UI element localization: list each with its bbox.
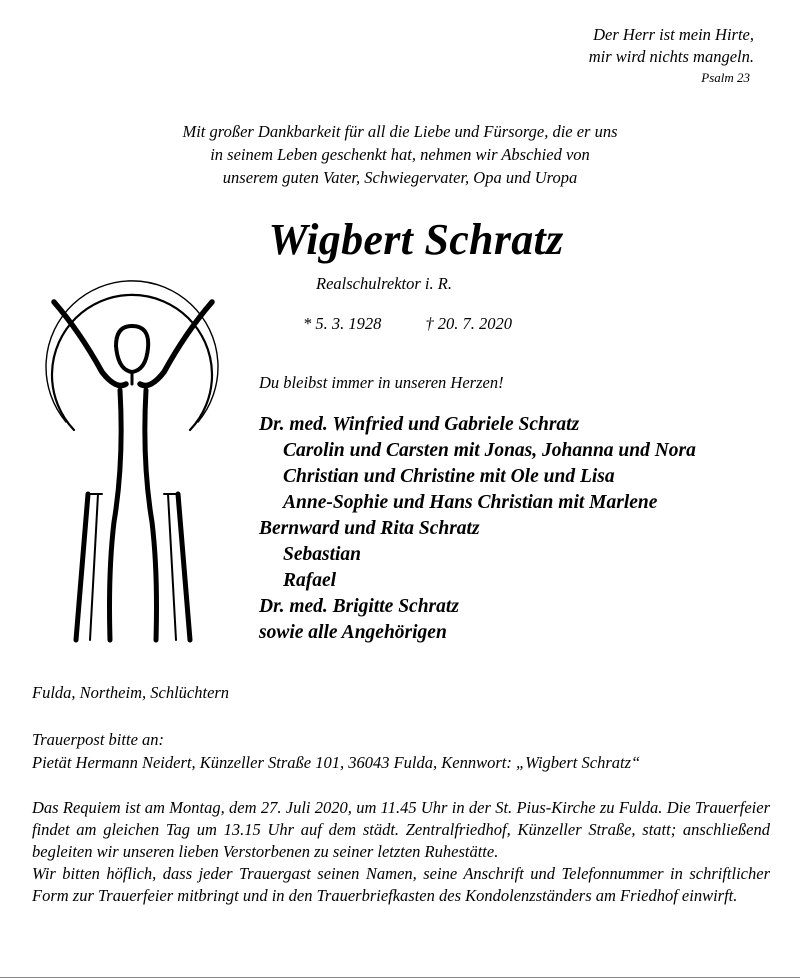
- family-member-row: Rafael: [283, 570, 337, 591]
- intro-line-1: Mit großer Dankbarkeit für all die Liebe und Fürsorge, die er uns: [182, 122, 618, 141]
- family-member-row: sowie alle Angehörigen: [259, 622, 447, 643]
- guest-request-paragraph: Wir bitten höflich, dass jeder Trauergast seinen Namen, seine Anschrift und Telefonnummer in schriftlicher Form zur Trauerfeier mitbringt und in den Trauerbriefkasten des Kondolenzständers am Friedhof einwirft.: [32, 864, 770, 905]
- requiem-info: [32, 797, 770, 907]
- family-member-row: Christian und Christine mit Ole und Lisa: [283, 466, 615, 487]
- quote-source: Psalm 23: [701, 70, 750, 85]
- quote-line-1: Der Herr ist mein Hirte,: [593, 25, 754, 44]
- requiem-paragraph: Das Requiem ist am Montag, dem 27. Juli 2020, um 11.45 Uhr in der St. Pius-Kirche zu Fulda. Die Trauerfeier findet am gleichen Tag um 13.15 Uhr auf dem städt. Zentralfriedhof, Künzeller Straße, statt; anschließend begleiten wir unseren lieben Verstorbenen zu seiner letzten Ruhestätte.: [32, 798, 770, 861]
- deceased-title: Realschulrektor i. R.: [316, 274, 452, 293]
- intro-text: [0, 120, 800, 189]
- birth-date: * 5. 3. 1928: [303, 314, 382, 333]
- intro-line-2: in seinem Leben geschenkt hat, nehmen wir Abschied von: [210, 145, 590, 164]
- mourning-mail: [32, 729, 640, 774]
- quote-line-2: mir wird nichts mangeln.: [588, 47, 754, 66]
- family-member-row: Dr. med. Brigitte Schratz: [259, 596, 459, 617]
- family-member-row: Dr. med. Winfried und Gabriele Schratz: [259, 414, 580, 435]
- intro-line-3: unserem guten Vater, Schwiegervater, Opa und Uropa: [222, 168, 578, 187]
- family-member-row: Anne-Sophie und Hans Christian mit Marlene: [283, 492, 658, 513]
- resurrection-figure-icon: [40, 272, 225, 644]
- death-date: † 20. 7. 2020: [425, 314, 512, 333]
- family-member-row: Bernward und Rita Schratz: [259, 518, 480, 539]
- psalm-quote: [589, 24, 754, 86]
- places: Fulda, Northeim, Schlüchtern: [32, 683, 230, 702]
- life-dates: [303, 314, 512, 334]
- family-member-row: Sebastian: [283, 544, 362, 565]
- family-member-row: Carolin und Carsten mit Jonas, Johanna und Nora: [283, 440, 696, 461]
- motto: Du bleibst immer in unseren Herzen!: [259, 373, 504, 392]
- deceased-name: Wigbert Schratz: [268, 215, 564, 264]
- family-list: [259, 412, 696, 646]
- mourning-mail-label: Trauerpost bitte an:: [32, 730, 165, 749]
- mourning-mail-address: Pietät Hermann Neidert, Künzeller Straße 101, 36043 Fulda, Kennwort: „Wigbert Schratz“: [32, 752, 641, 772]
